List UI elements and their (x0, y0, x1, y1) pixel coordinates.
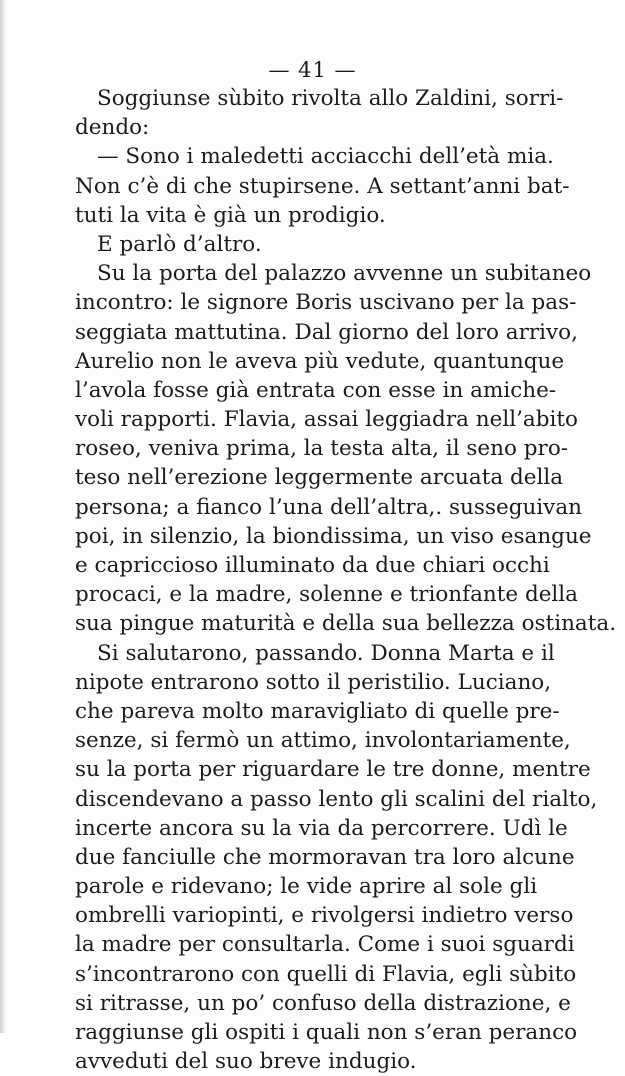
text-line: che pareva molto maravigliato di quelle pre- (75, 698, 560, 724)
text-line: ombrelli variopinti, e rivolgersi indietro verso (75, 903, 574, 929)
text-line: — Sono i maledetti acciacchi dell’età mia. (97, 144, 554, 170)
text-line: s’incontrarono con quelli di Flavia, egli sùbito (75, 961, 577, 987)
text-line: senze, si fermò un attimo, involontariamente, (75, 728, 571, 754)
text-line: poi, in silenzio, la biondissima, un viso esangue (75, 523, 592, 549)
text-line: Si salutarono, passando. Donna Marta e il (97, 640, 555, 666)
text-line: persona; a fianco l’una dell’altra,. susseguivan (75, 494, 582, 520)
text-line: roseo, veniva prima, la testa alta, il seno pro- (75, 436, 569, 462)
text-line: l’avola fosse già entrata con esse in amiche- (75, 377, 557, 403)
text-line: discendevano a passo lento gli scalini del rialto, (75, 786, 598, 812)
text-line: tuti la vita è già un prodigio. (75, 202, 386, 228)
text-line: E parlò d’altro. (97, 231, 262, 257)
page-number: — 41 — (268, 58, 357, 82)
text-line: parole e ridevano; le vide aprire al sole gli (75, 874, 538, 900)
page-edge-shadow (0, 0, 6, 1033)
text-line: si ritrasse, un po’ confuso della distrazione, e (75, 990, 571, 1016)
text-line: raggiunse gli ospiti i quali non s’eran peranco (75, 1020, 578, 1045)
text-line: la madre per consultarla. Come i suoi sguardi (75, 932, 575, 958)
text-line: incontro: le signore Boris uscivano per la pas- (75, 290, 577, 316)
text-line: su la porta per riguardare le tre donne, mentre (75, 757, 591, 783)
text-line: Non c’è di che stupirsene. A settant’anni bat- (75, 173, 570, 199)
text-line: avveduti del suo breve indugio. (75, 1049, 417, 1075)
text-line: nipote entrarono sotto il peristilio. Luciano, (75, 669, 552, 695)
text-line: dendo: (75, 115, 150, 141)
text-line: incerte ancora su la via da percorrere. Udì le (75, 815, 568, 841)
text-line: due fanciulle che mormoravan tra loro alcune (75, 844, 575, 870)
body-text (75, 84, 617, 1076)
text-line: procaci, e la madre, solenne e trionfante della (75, 582, 579, 608)
text-line: Aurelio non le aveva più vedute, quantunque (75, 348, 565, 374)
text-line: sua pingue maturità e della sua bellezza ostinata. (75, 611, 617, 637)
text-line: Soggiunse sùbito rivolta allo Zaldini, sorri- (97, 86, 564, 111)
text-line: voli rapporti. Flavia, assai leggiadra nell’abito (75, 407, 578, 433)
text-line: Su la porta del palazzo avvenne un subitaneo (97, 261, 592, 287)
text-line: e capriccioso illuminato da due chiari occhi (75, 553, 550, 578)
text-line: seggiata mattutina. Dal giorno del loro arrivo, (75, 319, 578, 345)
text-line: teso nell’erezione leggermente arcuata della (75, 465, 564, 491)
